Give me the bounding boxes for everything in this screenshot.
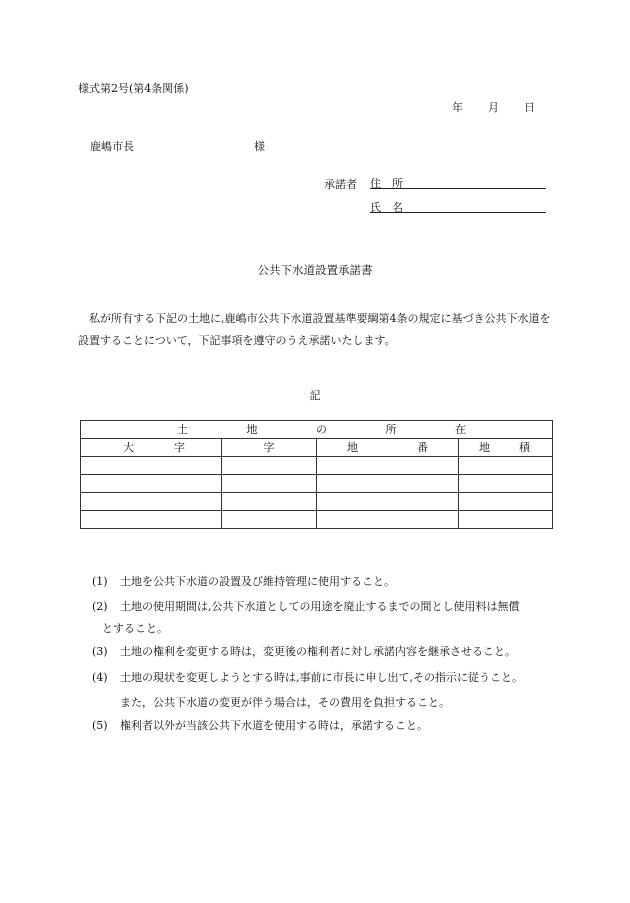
col-header-char: 番 [417,441,428,454]
header-land-location [81,421,553,439]
item-text: 土地の使用期間は,公共下水道としての用途を廃止するまでの間とし使用料は無償 [120,600,520,613]
col-header-aza [222,439,317,457]
table-cell[interactable] [459,475,553,493]
name-field[interactable] [370,198,546,213]
item-text: 土地を公共下水道の設置及び維持管理に使用すること。 [120,575,395,588]
condition-item-1 [92,571,562,593]
header-char: 地 [246,423,258,436]
col-header-oaza [81,439,222,457]
table-row [81,457,553,475]
item-number: (3) [92,645,108,658]
item-number: (1) [92,575,108,588]
body-paragraph: 私が所有する下記の土地に,鹿嶋市公共下水道設置基準要綱第4条の規定に基づき公共下水道を設置することについて，下記事項を遵守のうえ承諾いたします。 [78,312,551,347]
table-cell[interactable] [222,475,317,493]
date-year: 年 [452,101,463,114]
table-cell[interactable] [81,493,222,511]
col-header-chiseki [459,439,553,457]
condition-item-5 [92,715,562,737]
header-char: 土 [177,423,188,436]
address-field[interactable] [370,174,546,189]
consenter-label: 承諾者 [324,178,357,191]
table-cell[interactable] [317,457,459,475]
col-header-chiban [317,439,459,457]
table-header-main [81,421,553,439]
col-header-char: 大 [123,441,134,454]
name-label: 氏 名 [370,201,403,214]
table-cell[interactable] [459,511,553,529]
header-char: 在 [455,423,466,436]
table-row [81,511,553,529]
condition-item-3 [92,641,562,663]
item-number: (4) [92,671,108,684]
date-day: 日 [524,101,535,114]
col-header-char: 積 [519,441,530,454]
col-header-char: 地 [479,441,490,454]
addressee-honorific: 様 [254,140,265,153]
form-number: 様式第2号(第4条関係) [78,82,189,95]
land-location-table [80,420,553,529]
addressee-name: 鹿嶋市長 [90,140,134,153]
col-header-char: 字 [263,441,275,454]
item-number: (5) [92,719,108,732]
table-cell[interactable] [222,457,317,475]
header-char: 所 [385,423,397,436]
item-text: 土地の現状を変更しようとする時は,事前に市長に申し出て,その指示に従うこと。 [120,671,523,684]
condition-item-2 [92,596,562,618]
item-number: (2) [92,600,108,613]
item-text: 権利者以外が当該公共下水道を使用する時は，承諾すること。 [120,719,428,732]
date-month: 月 [488,101,499,114]
table-cell[interactable] [81,511,222,529]
table-cell[interactable] [81,475,222,493]
table-cell[interactable] [317,493,459,511]
condition-item-2-continued: とすること。 [102,622,168,635]
header-char: の [316,423,327,436]
table-cell[interactable] [222,511,317,529]
item-text: 土地の権利を変更する時は，変更後の権利者に対し承諾内容を継承させること。 [120,645,516,658]
ki-label: 記 [309,389,321,402]
table-cell[interactable] [459,493,553,511]
table-cell[interactable] [317,475,459,493]
table-cell[interactable] [222,493,317,511]
table-cell[interactable] [459,457,553,475]
table-row [81,475,553,493]
table-row [81,493,553,511]
document-title: 公共下水道設置承諾書 [257,263,373,277]
condition-item-4-continued: また，公共下水道の変更が伴う場合は，その費用を負担すること。 [120,696,450,709]
address-label: 住 所 [370,177,403,190]
table-cell[interactable] [81,457,222,475]
condition-item-4 [92,667,562,689]
table-cell[interactable] [317,511,459,529]
col-header-char: 地 [347,441,358,454]
col-header-char: 字 [174,441,185,454]
table-header-columns [81,439,553,457]
